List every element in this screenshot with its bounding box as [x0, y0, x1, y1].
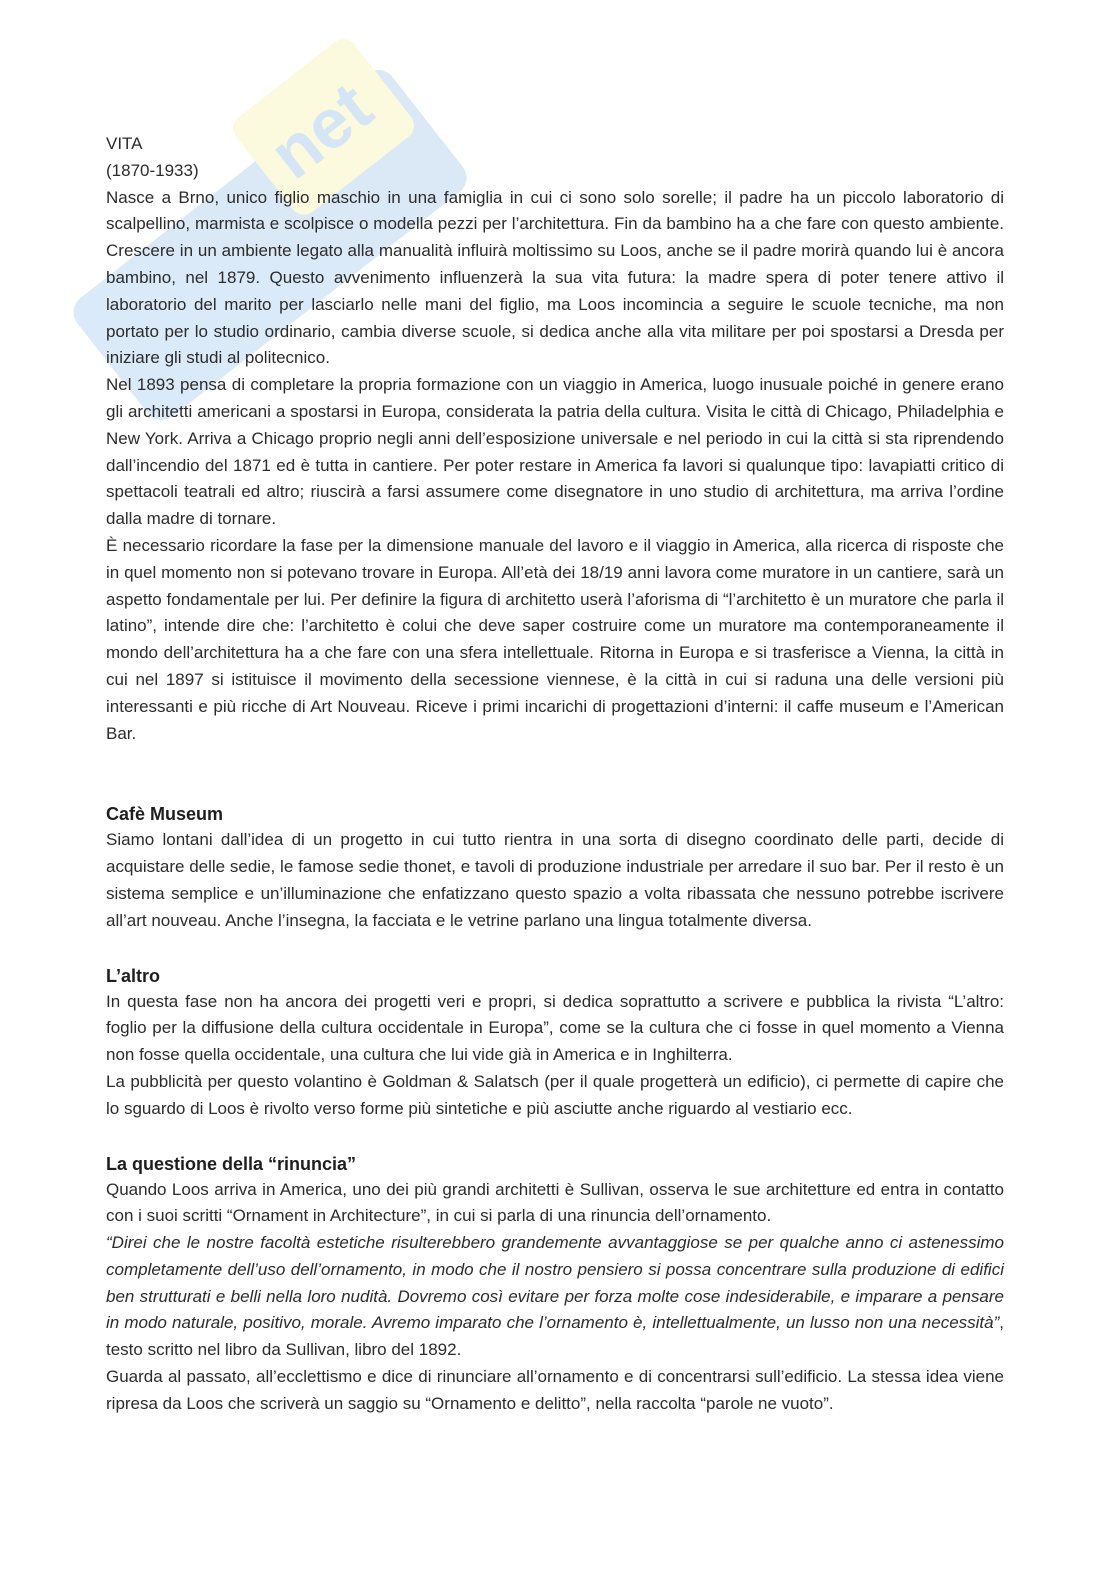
rinuncia-closing: Guarda al passato, all’ecclettismo e dice di rinunciare all’ornamento e di concentrarsi sull’edificio. La stessa idea viene ripresa da Loos che scriverà un saggio su “Ornamento e delitto”, nella raccolta “parole ne vuoto”.	[106, 1367, 1004, 1413]
vita-paragraph-1: Nasce a Brno, unico figlio maschio in una famiglia in cui ci sono solo sorelle; il padre ha un piccolo laboratorio di scalpellino, marmista e scolpisce o modella pezzi per l’architettura. Fin da bambino ha a che fare con questo ambiente. Crescere in un ambiente legato alla manualità influirà moltissimo su Loos, anche se il padre morirà quando lui è ancora bambino, nel 1879. Questo avvenimento influenzerà la sua vita futura: la madre spera di poter tenere attivo il laboratorio del marito per lasciarlo nelle mani del figlio, ma Loos incomincia a seguire le scuole tecniche, ma non portato per lo studio ordinario, cambia diverse scuole, si dedica anche alla vita militare per poi spostarsi a Dresda per iniziare gli studi al politecnico.	[106, 187, 1004, 368]
watermark-text: net	[255, 67, 387, 194]
cafe-museum-heading: Cafè Museum	[106, 804, 224, 825]
sullivan-quote-source: , testo scritto nel libro da Sullivan, libro del 1892.	[106, 1313, 1004, 1360]
vita-dates: (1870-1933)	[106, 160, 199, 180]
rinuncia-intro: Quando Loos arriva in America, uno dei più grandi architetti è Sullivan, osserva le sue architetture ed entra in contatto con i suoi scritti “Ornament in Architecture”, in cui si parla di una rinuncia dell’ornamento.	[106, 1179, 1004, 1226]
vita-paragraph-3: È necessario ricordare la fase per la dimensione manuale del lavoro e il viaggio in America, alla ricerca di risposte che in quel momento non si potevano trovare in Europa. All’età dei 18/19 anni lavora come muratore in un cantiere, sarà un aspetto fondamentale per lui. Per definire la figura di architetto userà l’aforisma di “l’architetto è un muratore che parla il latino”, intende dire che: l’architetto è colui che deve saper costruire come un muratore ma contemporaneamente il mondo dell’architettura ha a che fare con una sfera intellettuale. Ritorna in Europa e si trasferisce a Vienna, la città in cui nel 1897 si istituisce il movimento della secessione viennese, è la città in cui si raduna una delle versioni più interessanti e più ricche di Art Nouveau. Riceve i primi incarichi di progettazioni d’interni: il caffe museum e l’American Bar.	[106, 535, 1004, 743]
altro-paragraph-2: La pubblicità per questo volantino è Goldman & Salatsch (per il quale progetterà un edificio), ci permette di capire che lo sguardo di Loos è rivolto verso forme più sintetiche e più asciutte anche riguardo al vestiario ecc.	[106, 1071, 1004, 1118]
rinuncia-quote-paragraph	[106, 1230, 1004, 1364]
section-spacer	[106, 1123, 1004, 1151]
section-spacer	[106, 747, 1004, 801]
section-spacer	[106, 935, 1004, 963]
sullivan-quote: “Direi che le nostre facoltà estetiche risulterebbero grandemente avvantaggiose se per qualche anno ci astenessimo completamente dell’uso dell’ornamento, in modo che il nostro pensiero si possa concentrare sulla produzione di edifici ben strutturati e belli nella loro nudità. Dovremo così evitare per forza molte cose indesiderabile, e imparare a pensare in modo naturale, positivo, morale. Avremo imparato che l’ornamento è, intellettualmente, un lusso non una necessità”	[106, 1233, 1004, 1333]
document-page	[106, 131, 1004, 1418]
vita-paragraph-2: Nel 1893 pensa di completare la propria formazione con un viaggio in America, luogo inusuale poiché in genere erano gli architetti americani a spostarsi in Europa, considerata la patria della cultura. Visita le città di Chicago, Philadelphia e New York. Arriva a Chicago proprio negli anni dell’esposizione universale e nel periodo in cui la città si sta riprendendo dall’incendio del 1871 ed è tutta in cantiere. Per poter restare in America fa lavori si qualunque tipo: lavapiatti critico di spettacoli teatrali ed altro; riuscirà a farsi assumere come disegnatore in uno studio di architettura, ma arriva l’ordine dalla madre di tornare.	[106, 375, 1004, 529]
vita-title: VITA	[106, 134, 143, 153]
altro-heading: L’altro	[106, 965, 161, 986]
altro-paragraph-1: In questa fase non ha ancora dei progetti veri e propri, si dedica soprattutto a scrivere e pubblica la rivista “L’altro: foglio per la diffusione della cultura occidentale in Europa”, come se la cultura che ci fosse in quel momento a Vienna non fosse quella occidentale, una cultura che lui vide già in America e in Inghilterra.	[106, 991, 1004, 1065]
cafe-museum-paragraph: Siamo lontani dall’idea di un progetto in cui tutto rientra in una sorta di disegno coordinato delle parti, decide di acquistare delle sedie, le famose sedie thonet, e tavoli di produzione industriale per arredare il suo bar. Per il resto è un sistema semplice e un’illuminazione che enfatizzano questo spazio a volta ribassata che nessuno potrebbe iscrivere all’art nouveau. Anche l’insegna, la facciata e le vetrine parlano una lingua totalmente diversa.	[106, 830, 1004, 930]
rinuncia-heading: La questione della “rinuncia”	[106, 1153, 357, 1174]
